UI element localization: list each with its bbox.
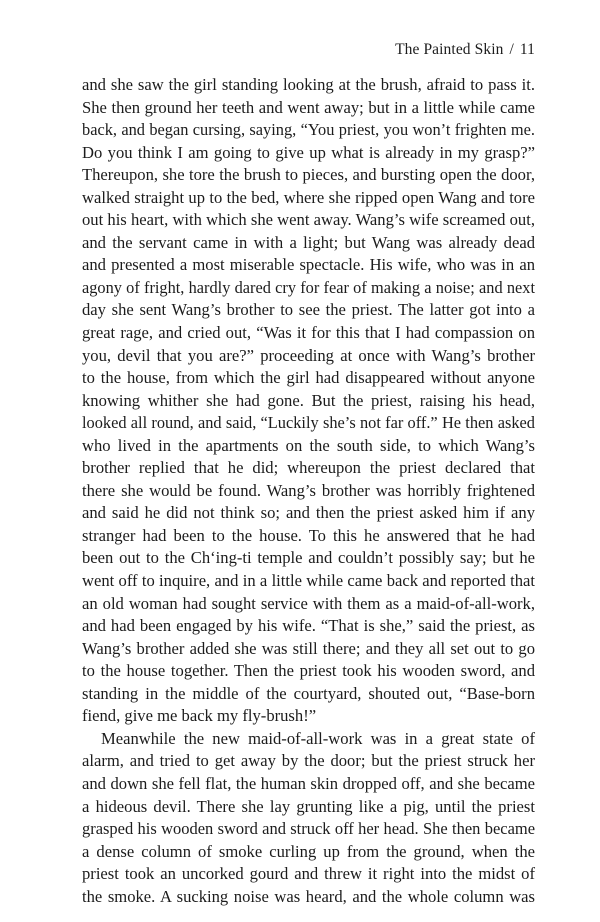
text-line: looked all round, and said, “Luckily she’s not far off.” He then asked	[82, 413, 535, 433]
text-line: alarm, and tried to get away by the door; but the priest struck her	[82, 751, 535, 771]
page-number: 11	[519, 41, 535, 58]
text-line: been out to the Ch‘ing-ti temple and couldn’t possibly say; but he	[82, 548, 535, 568]
text-line: back, and began cursing, saying, “You priest, you won’t frighten me.	[82, 120, 535, 140]
text-line: knowing whither she had gone. But the priest, raising his head,	[82, 390, 535, 410]
text-line: a hideous devil. There she lay grunting like a pig, until the priest	[82, 796, 535, 816]
running-head-separator: /	[509, 41, 514, 58]
text-line: went off to inquire, and in a little while came back and reported that	[82, 571, 535, 591]
paragraph-2	[82, 728, 535, 908]
text-line: walked straight up to the bed, where she ripped open Wang and tore	[82, 187, 535, 207]
text-line: Wang’s brother added she was still there; and they all set out to go	[82, 638, 535, 658]
running-head	[395, 41, 535, 59]
text-line: you, devil that you are?” proceeding at once with Wang’s brother	[82, 345, 535, 365]
text-line: and down she fell flat, the human skin dropped off, and she became	[82, 773, 535, 793]
text-line: and she saw the girl standing looking at the brush, afraid to pass it.	[82, 75, 535, 94]
body-text	[82, 74, 535, 908]
text-line: great rage, and cried out, “Was it for this that I had compassion on	[82, 323, 535, 343]
text-line: Do you think I am going to give up what is already in my grasp?”	[82, 142, 535, 162]
text-line: to the house together. Then the priest took his wooden sword, and	[82, 661, 535, 681]
text-line: and the servant came in with a light; but Wang was already dead	[82, 232, 535, 252]
text-line: stranger had been to the house. To this he answered that he had	[82, 525, 535, 545]
text-line: Thereupon, she tore the brush to pieces, and bursting open the door,	[82, 165, 535, 185]
text-line: Meanwhile the new maid-of-all-work was in a great state of	[101, 728, 535, 748]
running-head-title: The Painted Skin	[395, 41, 504, 58]
text-line: the smoke. A sucking noise was heard, and the whole column was	[82, 886, 535, 906]
text-line: to the house, from which the girl had disappeared without anyone	[82, 368, 535, 388]
text-line: grasped his wooden sword and struck off her head. She then became	[82, 819, 535, 839]
text-line: a dense column of smoke curling up from the ground, when the	[82, 841, 535, 861]
text-line: day she sent Wang’s brother to see the priest. The latter got into a	[82, 300, 535, 320]
text-line: fiend, give me back my fly-brush!”	[82, 706, 317, 726]
text-line: who lived in the apartments on the south side, to which Wang’s	[82, 435, 535, 455]
text-line: priest took an uncorked gourd and threw it right into the midst of	[82, 864, 535, 884]
text-line: agony of fright, hardly dared cry for fear of making a noise; and next	[82, 277, 535, 297]
text-line: and presented a most miserable spectacle. His wife, who was in an	[82, 255, 535, 275]
text-line: and said he did not think so; and then the priest asked him if any	[82, 503, 535, 523]
text-line: out his heart, with which she went away. Wang’s wife screamed out,	[82, 210, 535, 230]
text-line: brother replied that he did; whereupon the priest declared that	[82, 458, 535, 478]
text-line: and had been engaged by his wife. “That is she,” said the priest, as	[82, 616, 535, 636]
paragraph-1	[82, 74, 535, 728]
text-line: there she would be found. Wang’s brother was horribly frightened	[82, 480, 535, 500]
text-line: an old woman had sought service with them as a maid-of-all-work,	[82, 593, 535, 613]
text-line: She then ground her teeth and went away; but in a little while came	[82, 97, 535, 117]
text-line: standing in the middle of the courtyard, shouted out, “Base-born	[82, 683, 535, 703]
